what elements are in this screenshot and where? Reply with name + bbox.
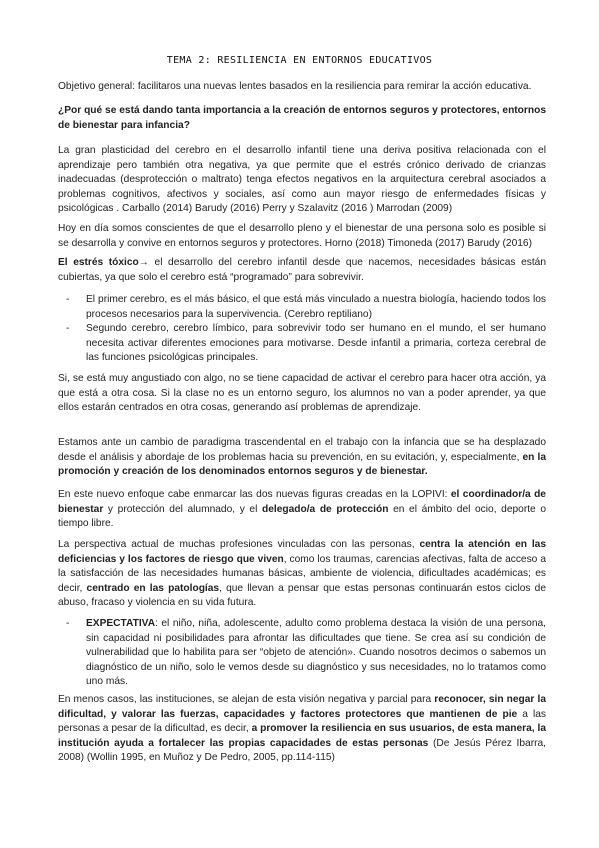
paragraph-toxic-stress-text [58,256,546,285]
objective-paragraph [58,80,546,95]
perspective-text-e: , que llevan a pensar que estas personas continuarán estos ciclos de abuso, fracaso y violencia en su vida futura. [58,582,546,608]
institutions-text-bold-1: reconocer, sin negar la dificultad, y valorar las fuerzas, capacidades y factores protectores que mantienen de pie [58,694,546,720]
paragraph-wellbeing-text: Hoy en día somos conscientes de que el desarrollo pleno y el bienestar de una persona solo es posible si se desarrolla y convive en entornos seguros y protectores. Horno (2018) Timoneda (2017) Barudy (2016) [58,223,546,249]
objective-text: Objetivo general: facilitaros una nuevas lentes basados en la resiliencia para remirar la acción educativa. [58,81,532,92]
expectation-text: : el niño, niña, adolescente, adulto como problema destaca la visión de una persona, sin capacidad ni posibilidades para afrontar las dificultades que tiene. Se crea así su condición de vulnerabilidad que lo habilita para ser “objeto de atención». Cuando nosotros decimos o sabemos un diagnóstico de un niño, solo le vemos desde su diagnóstico y sus necesidades, no lo tratamos como uno más. [86,618,546,687]
paradigm-text-bold: en la promoción y creación de los denominados entornos seguros y de bienestar. [58,451,546,477]
lopivi-text-e: en el ámbito del ocio, deporte o tiempo libre. [58,503,547,529]
institutions-text-c: a las personas a pesar de la dificultad, es decir, [58,708,546,734]
perspective-text-a: La perspectiva actual de muchas profesiones vinculadas con las personas, [58,539,420,550]
paragraph-wellbeing [58,222,546,251]
perspective-text-bold-1: centra la atención en las deficiencias y los factores de riesgo que viven [58,539,546,565]
perspective-text-bold-2: centrado en las patologías [86,582,220,594]
lopivi-text-c: y protección del alumnado, y el [103,503,262,515]
paragraph-paradigm-text [58,436,546,480]
paragraph-plasticity [58,144,546,217]
institutions-text-e: (De Jesús Pérez Ibarra, 2008) (Wollin 1995, en Muñoz y De Pedro, 2005, pp.114-115) [58,737,547,763]
question-text: ¿Por qué se está dando tanta importancia a la creación de entornos seguros y protectores, entornos de bienestar para infancia? [58,105,546,131]
lopivi-text-bold-1: el coordinador/a de bienestar [58,489,546,515]
paradigm-text-a: Estamos ante un cambio de paradigma trascendental en el trabajo con la infancia que se ha desplazado desde el análisis y abordaje de los problemas hacia su prevención, en su evitación, y, especialmente, [58,437,546,463]
perspective-text-c: , como los traumas, carencias afectivas, falta de acceso a la satisfacción de las necesidades humanas básicas, ambiente de violencia, dificultades académicas; es decir, [58,553,546,594]
paragraph-institutions [58,693,546,766]
institutions-text-bold-2: a promover la resiliencia en sus usuarios, de esta manera, la institución ayuda a fortalecer las propias capacidades de estas personas [58,723,546,749]
expectation-label: EXPECTATIVA [86,618,156,629]
paragraph-anxiety-text: Si, se está muy angustiado con algo, no se tiene capacidad de activar el cerebro para hacer otra acción, ya que está a otra cosa. Si la clase no es un entorno seguro, los alumnos no van a poder aprender, ya que ellos estarán centrados en otra cosas, generando así problemas de aprendizaje. [58,373,546,413]
page-title: TEMA 2: RESILIENCIA EN ENTORNOS EDUCATIVOS [166,55,433,66]
paragraph-plasticity-text: La gran plasticidad del cerebro en el desarrollo infantil tiene una deriva positiva relacionada con el aprendizaje pero también otra negativa, ya que permite que el estrés crónico derivado de crianzas inadecuadas (desprotección o maltrato) tenga efectos negativos en la arquitectura cerebral asociados a problemas cognitivos, afectivos y sociales, así como aun mayor riesgo de enfermedades físicas y psicológicas . Carballo (2014) Barudy (2016) Perry y Szalavitz (2016 ) Marrodan (2009) [58,145,546,214]
list-item: - Segundo cerebro, cerebro límbico, para sobrevivir todo ser humano en el mundo, el ser humano necesita activar diferentes emociones para motivarse. Desde infantil a primaria, corteza cerebral de las funciones psicológicas principales. [58,322,546,366]
list-item [58,617,546,690]
question-paragraph [58,104,546,133]
paragraph-perspective [58,538,546,611]
expectation-list [58,617,546,690]
paragraph-toxic-stress [58,256,546,285]
toxic-stress-label: El estrés tóxico→ [58,257,149,268]
institutions-text-a: En menos casos, las instituciones, se alejan de esta visión negativa y parcial para [58,694,435,705]
list-item: - El primer cerebro, es el más básico, el que está más vinculado a nuestra biología, haciendo todos los procesos necesarios para la supervivencia. (Cerebro reptiliano) [58,293,546,322]
paragraph-lopivi-text [58,488,546,532]
paragraph-institutions-text [58,693,546,766]
lopivi-text-a: En este nuevo enfoque cabe enmarcar las dos nuevas figuras creadas en la LOPIVI: [58,489,451,500]
toxic-stress-rest: el desarrollo del cerebro infantil desde que nacemos, necesidades básicas están cubiertas, ya que solo el cerebro está “programado” para sobrevivir. [58,257,546,283]
paragraph-lopivi [58,488,546,532]
lopivi-text-bold-2: delegado/a de protección [261,503,389,515]
paragraph-paradigm [58,436,546,480]
paragraph-perspective-text [58,538,546,611]
paragraph-anxiety [58,372,546,416]
brain-list [58,293,546,366]
